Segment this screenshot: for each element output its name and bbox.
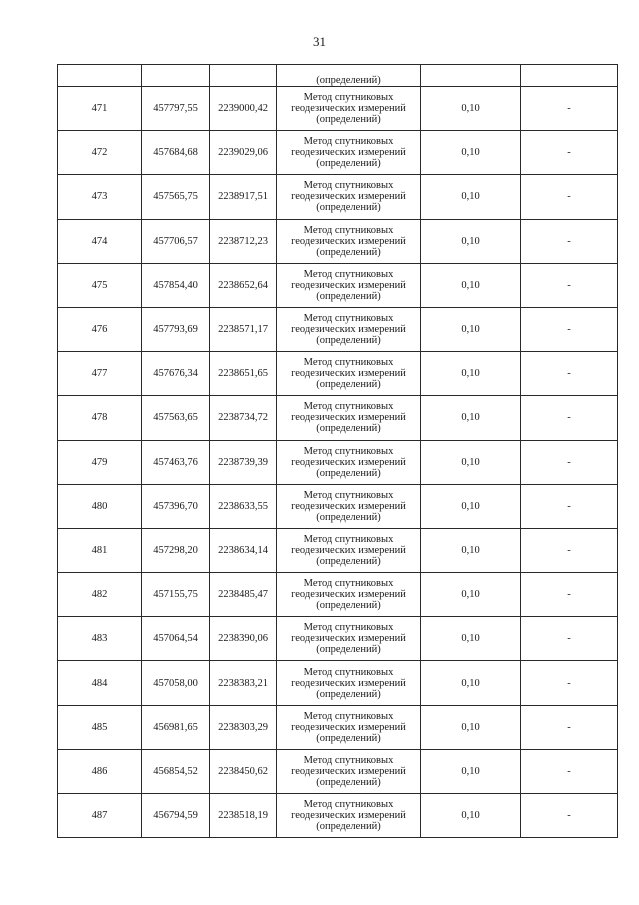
description-cell: - bbox=[521, 131, 618, 175]
description-cell: - bbox=[521, 440, 618, 484]
table-row bbox=[58, 528, 618, 572]
y-coordinate-cell: 2238917,51 bbox=[210, 175, 277, 219]
page-number: 31 bbox=[313, 34, 326, 49]
y-coordinate-cell: 2239029,06 bbox=[210, 131, 277, 175]
point-number-cell: 474 bbox=[58, 219, 142, 263]
method-line: Метод спутниковых bbox=[303, 578, 394, 590]
x-coordinate-cell: 457298,20 bbox=[142, 528, 210, 572]
y-coordinate-cell: 2238652,64 bbox=[210, 263, 277, 307]
point-number-cell: 484 bbox=[58, 661, 142, 705]
y-coordinate-cell: 2238518,19 bbox=[210, 794, 277, 838]
method-cell bbox=[277, 661, 421, 705]
point-number-cell bbox=[58, 65, 142, 87]
table-row bbox=[58, 440, 618, 484]
table-body bbox=[58, 65, 618, 838]
y-coordinate-cell: 2238633,55 bbox=[210, 484, 277, 528]
precision-cell: 0,10 bbox=[421, 352, 521, 396]
description-cell: - bbox=[521, 573, 618, 617]
precision-cell: 0,10 bbox=[421, 794, 521, 838]
method-cell bbox=[277, 794, 421, 838]
method-cell bbox=[277, 617, 421, 661]
y-coordinate-cell: 2238634,14 bbox=[210, 528, 277, 572]
x-coordinate-cell: 457396,70 bbox=[142, 484, 210, 528]
y-coordinate-cell: 2238485,47 bbox=[210, 573, 277, 617]
method-line: геодезических измерений bbox=[291, 721, 406, 733]
point-number-cell: 477 bbox=[58, 352, 142, 396]
method-line: Метод спутниковых bbox=[303, 357, 394, 369]
point-number-cell: 485 bbox=[58, 705, 142, 749]
method-line: (определений) bbox=[316, 379, 381, 391]
method-cell bbox=[277, 705, 421, 749]
description-cell: - bbox=[521, 794, 618, 838]
method-line: (определений) bbox=[316, 246, 381, 258]
method-line: геодезических измерений bbox=[291, 810, 406, 822]
x-coordinate-cell: 456854,52 bbox=[142, 749, 210, 793]
table-row bbox=[58, 749, 618, 793]
precision-cell: 0,10 bbox=[421, 131, 521, 175]
y-coordinate-cell: 2238739,39 bbox=[210, 440, 277, 484]
method-line: (определений) bbox=[316, 600, 381, 612]
method-line: (определений) bbox=[316, 732, 381, 744]
method-cell bbox=[277, 484, 421, 528]
method-cell bbox=[277, 131, 421, 175]
y-coordinate-cell: 2238383,21 bbox=[210, 661, 277, 705]
method-line: геодезических измерений bbox=[291, 765, 406, 777]
x-coordinate-cell: 456794,59 bbox=[142, 794, 210, 838]
method-line: (определений) bbox=[316, 335, 381, 347]
x-coordinate-cell: 457676,34 bbox=[142, 352, 210, 396]
method-line: геодезических измерений bbox=[291, 412, 406, 424]
table-row bbox=[58, 175, 618, 219]
method-line: Метод спутниковых bbox=[303, 401, 394, 413]
precision-cell: 0,10 bbox=[421, 573, 521, 617]
table-row bbox=[58, 661, 618, 705]
x-coordinate-cell: 457565,75 bbox=[142, 175, 210, 219]
description-cell: - bbox=[521, 263, 618, 307]
x-coordinate-cell bbox=[142, 65, 210, 87]
method-line: Метод спутниковых bbox=[303, 136, 394, 148]
method-line: Метод спутниковых bbox=[303, 313, 394, 325]
method-line: Метод спутниковых bbox=[303, 489, 394, 501]
method-line: Метод спутниковых bbox=[303, 622, 394, 634]
table-row bbox=[58, 307, 618, 351]
precision-cell: 0,10 bbox=[421, 396, 521, 440]
method-line: Метод спутниковых bbox=[303, 754, 394, 766]
point-number-cell: 480 bbox=[58, 484, 142, 528]
y-coordinate-cell: 2238303,29 bbox=[210, 705, 277, 749]
table-row bbox=[58, 352, 618, 396]
point-number-cell: 471 bbox=[58, 87, 142, 131]
method-line: Метод спутниковых bbox=[303, 445, 394, 457]
method-line: геодезических измерений bbox=[291, 191, 406, 203]
description-cell: - bbox=[521, 484, 618, 528]
x-coordinate-cell: 457463,76 bbox=[142, 440, 210, 484]
y-coordinate-cell: 2238712,23 bbox=[210, 219, 277, 263]
method-line: Метод спутниковых bbox=[303, 710, 394, 722]
precision-cell bbox=[421, 65, 521, 87]
precision-cell: 0,10 bbox=[421, 484, 521, 528]
method-cell bbox=[277, 263, 421, 307]
point-number-cell: 481 bbox=[58, 528, 142, 572]
precision-cell: 0,10 bbox=[421, 749, 521, 793]
method-cell: (определений) bbox=[277, 65, 421, 87]
method-line: Метод спутниковых bbox=[303, 666, 394, 678]
point-number-cell: 482 bbox=[58, 573, 142, 617]
x-coordinate-cell: 457706,57 bbox=[142, 219, 210, 263]
precision-cell: 0,10 bbox=[421, 219, 521, 263]
method-cell bbox=[277, 396, 421, 440]
precision-cell: 0,10 bbox=[421, 87, 521, 131]
precision-cell: 0,10 bbox=[421, 175, 521, 219]
table-row bbox=[58, 573, 618, 617]
method-line: геодезических измерений bbox=[291, 324, 406, 336]
description-cell: - bbox=[521, 749, 618, 793]
method-line: (определений) bbox=[316, 467, 381, 479]
x-coordinate-cell: 457797,55 bbox=[142, 87, 210, 131]
method-line: Метод спутниковых bbox=[303, 799, 394, 811]
description-cell: - bbox=[521, 219, 618, 263]
description-cell: - bbox=[521, 352, 618, 396]
method-line: (определений) bbox=[316, 644, 381, 656]
point-number-cell: 476 bbox=[58, 307, 142, 351]
method-line: геодезических измерений bbox=[291, 279, 406, 291]
table-row bbox=[58, 794, 618, 838]
method-cell bbox=[277, 307, 421, 351]
method-line: геодезических измерений bbox=[291, 544, 406, 556]
x-coordinate-cell: 457155,75 bbox=[142, 573, 210, 617]
method-cell bbox=[277, 87, 421, 131]
point-number-cell: 475 bbox=[58, 263, 142, 307]
method-line: геодезических измерений bbox=[291, 147, 406, 159]
table-row bbox=[58, 219, 618, 263]
method-line: (определений) bbox=[316, 202, 381, 214]
precision-cell: 0,10 bbox=[421, 617, 521, 661]
x-coordinate-cell: 457563,65 bbox=[142, 396, 210, 440]
method-line: Метод спутниковых bbox=[303, 224, 394, 236]
method-line: Метод спутниковых bbox=[303, 92, 394, 104]
table-row bbox=[58, 484, 618, 528]
table-row bbox=[58, 705, 618, 749]
x-coordinate-cell: 457793,69 bbox=[142, 307, 210, 351]
table-row bbox=[58, 131, 618, 175]
method-line: Метод спутниковых bbox=[303, 533, 394, 545]
method-line: (определений) bbox=[316, 114, 381, 126]
method-line: (определений) bbox=[316, 511, 381, 523]
description-cell: - bbox=[521, 307, 618, 351]
method-line: геодезических измерений bbox=[291, 677, 406, 689]
point-number-cell: 483 bbox=[58, 617, 142, 661]
table-row bbox=[58, 617, 618, 661]
point-number-cell: 479 bbox=[58, 440, 142, 484]
point-number-cell: 472 bbox=[58, 131, 142, 175]
coordinates-table bbox=[57, 64, 618, 838]
method-line: геодезических измерений bbox=[291, 103, 406, 115]
x-coordinate-cell: 457064,54 bbox=[142, 617, 210, 661]
table-row bbox=[58, 396, 618, 440]
description-cell: - bbox=[521, 661, 618, 705]
description-cell: - bbox=[521, 528, 618, 572]
method-cell bbox=[277, 175, 421, 219]
description-cell bbox=[521, 65, 618, 87]
table-row bbox=[58, 87, 618, 131]
x-coordinate-cell: 457058,00 bbox=[142, 661, 210, 705]
method-cell bbox=[277, 352, 421, 396]
table-row bbox=[58, 263, 618, 307]
description-cell: - bbox=[521, 87, 618, 131]
precision-cell: 0,10 bbox=[421, 263, 521, 307]
method-line: (определений) bbox=[316, 821, 381, 833]
precision-cell: 0,10 bbox=[421, 440, 521, 484]
description-cell: - bbox=[521, 705, 618, 749]
method-cell bbox=[277, 528, 421, 572]
continuation-row bbox=[58, 65, 618, 87]
method-cell bbox=[277, 573, 421, 617]
method-line: (определений) bbox=[316, 555, 381, 567]
x-coordinate-cell: 456981,65 bbox=[142, 705, 210, 749]
method-line: (определений) bbox=[316, 158, 381, 170]
precision-cell: 0,10 bbox=[421, 528, 521, 572]
precision-cell: 0,10 bbox=[421, 705, 521, 749]
y-coordinate-cell: 2238651,65 bbox=[210, 352, 277, 396]
method-line: геодезических измерений bbox=[291, 589, 406, 601]
method-line: геодезических измерений bbox=[291, 235, 406, 247]
method-line: геодезических измерений bbox=[291, 456, 406, 468]
precision-cell: 0,10 bbox=[421, 307, 521, 351]
point-number-cell: 486 bbox=[58, 749, 142, 793]
x-coordinate-cell: 457854,40 bbox=[142, 263, 210, 307]
y-coordinate-cell: 2238571,17 bbox=[210, 307, 277, 351]
y-coordinate-cell bbox=[210, 65, 277, 87]
point-number-cell: 473 bbox=[58, 175, 142, 219]
precision-cell: 0,10 bbox=[421, 661, 521, 705]
y-coordinate-cell: 2239000,42 bbox=[210, 87, 277, 131]
method-cell bbox=[277, 749, 421, 793]
method-line: (определений) bbox=[316, 423, 381, 435]
method-line: геодезических измерений bbox=[291, 368, 406, 380]
point-number-cell: 487 bbox=[58, 794, 142, 838]
x-coordinate-cell: 457684,68 bbox=[142, 131, 210, 175]
y-coordinate-cell: 2238390,06 bbox=[210, 617, 277, 661]
method-line: (определений) bbox=[316, 290, 381, 302]
method-line: (определений) bbox=[316, 776, 381, 788]
y-coordinate-cell: 2238450,62 bbox=[210, 749, 277, 793]
y-coordinate-cell: 2238734,72 bbox=[210, 396, 277, 440]
description-cell: - bbox=[521, 396, 618, 440]
method-cell bbox=[277, 440, 421, 484]
method-line: Метод спутниковых bbox=[303, 268, 394, 280]
method-line: геодезических измерений bbox=[291, 500, 406, 512]
method-cell bbox=[277, 219, 421, 263]
method-line: Метод спутниковых bbox=[303, 180, 394, 192]
description-cell: - bbox=[521, 175, 618, 219]
description-cell: - bbox=[521, 617, 618, 661]
point-number-cell: 478 bbox=[58, 396, 142, 440]
method-line: геодезических измерений bbox=[291, 633, 406, 645]
method-line: (определений) bbox=[316, 688, 381, 700]
